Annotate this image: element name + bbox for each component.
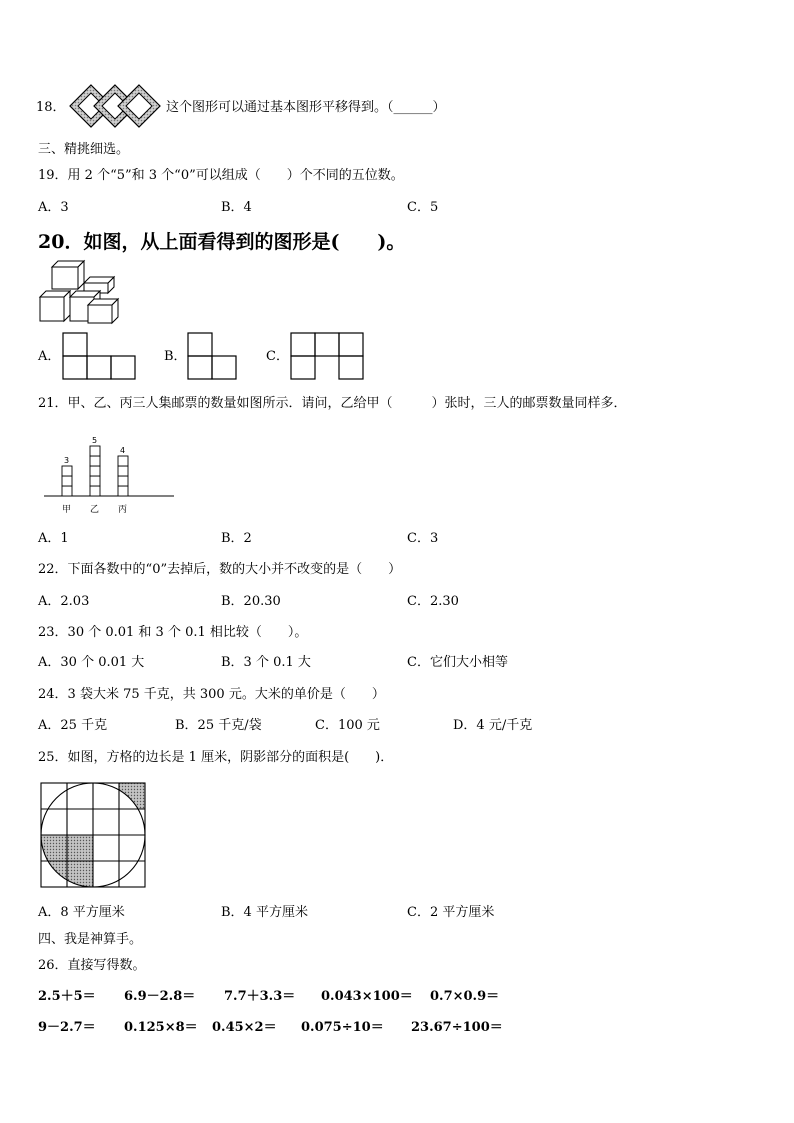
q21-option-b[interactable]: B．2 [221,531,252,546]
q21-stem: 21．甲、乙、丙三人集邮票的数量如图所示．请问，乙给甲（ ）张时，三人的邮票数量同样多． [38,396,627,411]
q21-bar-unit [118,466,128,476]
q21-bar-2 [90,446,100,496]
q20-option-a-label[interactable]: A． [38,349,61,364]
q21-bar-unit [118,456,128,466]
q22-stem: 22．下面各数中的“0”去掉后，数的大小并不改变的是（ ） [38,562,402,577]
q21-value-label: 3 [64,456,70,465]
q19-stem: 19．用 2 个“5”和 3 个“0”可以组成（ ）个不同的五位数。 [38,168,404,183]
q21-bar-3 [118,456,128,496]
q21-bar-unit [90,466,100,476]
q21-bar-1 [62,466,72,496]
q18-diamond-3 [118,85,160,127]
q22-option-c[interactable]: C．2.30 [407,594,459,609]
q21-bar-unit [62,476,72,486]
q23-stem: 23．30 个 0.01 和 3 个 0.1 相比较（ ）。 [38,625,308,640]
q22-option-a[interactable]: A．2.03 [38,594,90,609]
q24-option-a[interactable]: A．25 千克 [38,718,108,733]
q19-option-c[interactable]: C．5 [407,200,439,215]
q21-bar-unit [90,456,100,466]
q24-stem: 24．3 袋大米 75 千克，共 300 元。大米的单价是（ ） [38,687,385,702]
q20-stem: 20．如图，从上面看得到的图形是( )。 [38,231,406,253]
q21-bar-unit [90,476,100,486]
q21-bar-unit [62,466,72,476]
q20-option-a-figure[interactable] [62,332,138,380]
q23-option-a[interactable]: A．30 个 0.01 大 [38,655,145,670]
q25-shade-corner [119,783,145,809]
q20-cube-figure [38,265,124,325]
q25-option-c[interactable]: C．2 平方厘米 [407,905,495,920]
q26-expr[interactable]: 0.45×2＝ [212,1020,277,1035]
q19-option-b[interactable]: B．4 [221,200,252,215]
q23-option-c[interactable]: C．它们大小相等 [407,655,508,670]
q21-bar-unit [62,486,72,496]
q21-bar-unit [118,486,128,496]
q22-option-b[interactable]: B．20.30 [221,594,281,609]
q23-option-b[interactable]: B．3 个 0.1 大 [221,655,311,670]
q25-grid-circle-figure [40,782,148,888]
q26-expr[interactable]: 0.075÷10＝ [301,1020,384,1035]
q18-translation-pattern [68,83,164,131]
section-3-heading: 三、精挑细选。 [38,142,130,157]
q26-expr[interactable]: 0.7×0.9＝ [430,989,500,1004]
q26-stem: 26．直接写得数。 [38,958,146,973]
q21-value-label: 5 [92,436,98,445]
q21-bar-unit [90,446,100,456]
q25-option-b[interactable]: B．4 平方厘米 [221,905,308,920]
q25-stem: 25．如图，方格的边长是 1 厘米，阴影部分的面积是( )． [38,750,394,765]
q26-expr[interactable]: 2.5＋5＝ [38,989,96,1004]
q20-option-b-label[interactable]: B． [164,349,187,364]
q26-expr[interactable]: 23.67÷100＝ [411,1020,503,1035]
q21-category-label: 乙 [90,505,100,515]
q26-expr[interactable]: 9－2.7＝ [38,1020,96,1035]
q19-option-a[interactable]: A．3 [38,200,69,215]
q21-bar-unit [90,486,100,496]
q21-option-c[interactable]: C．3 [407,531,439,546]
q24-option-c[interactable]: C．100 元 [315,718,380,733]
q26-expr[interactable]: 6.9－2.8＝ [124,989,196,1004]
section-4-heading: 四、我是神算手。 [38,932,143,947]
q26-expr[interactable]: 0.125×8＝ [124,1020,198,1035]
q25-option-a[interactable]: A．8 平方厘米 [38,905,125,920]
q26-expr[interactable]: 7.7＋3.3＝ [224,989,296,1004]
q20-option-c-label[interactable]: C． [266,349,289,364]
q21-bar-unit [118,476,128,486]
q20-option-c-figure[interactable] [290,332,366,380]
q21-category-label: 甲 [62,505,72,515]
q21-option-a[interactable]: A．1 [38,531,69,546]
q24-option-d[interactable]: D．4 元/千克 [453,718,533,733]
q18-number: 18． [36,100,66,115]
q20-option-b-figure[interactable] [187,332,239,380]
q26-expr[interactable]: 0.043×100＝ [321,989,413,1004]
q21-value-label: 4 [120,446,126,455]
q21-category-label: 丙 [118,505,128,515]
q18-statement: 这个图形可以通过基本图形平移得到。（______） [166,100,446,115]
q24-option-b[interactable]: B．25 千克/袋 [175,718,262,733]
q21-stamp-chart [40,422,180,518]
